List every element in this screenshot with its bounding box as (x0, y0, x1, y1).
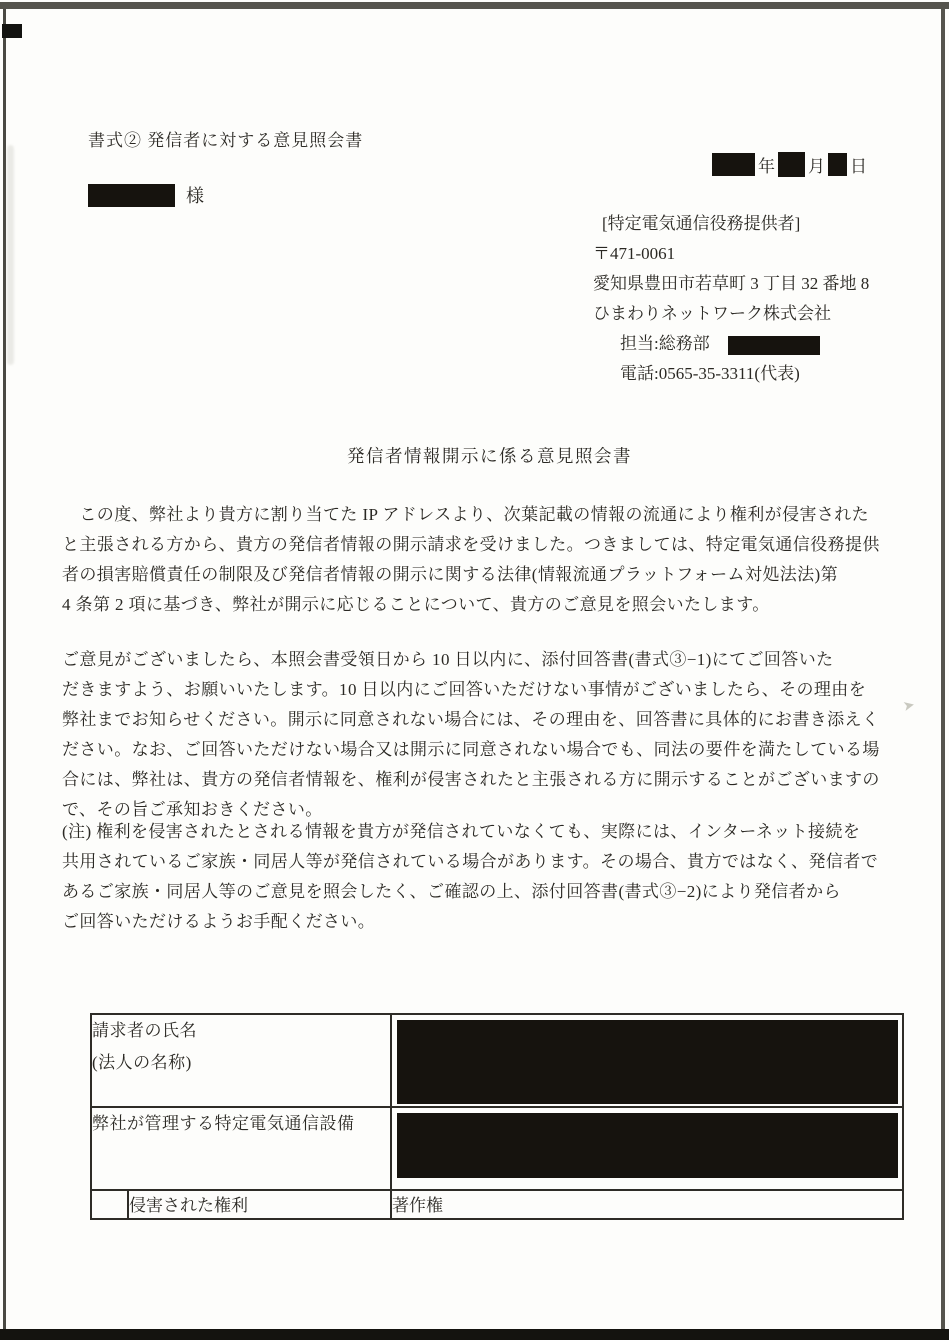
scan-corner-mark (2, 24, 22, 38)
form-number-label: 書式② 発信者に対する意見照会書 (88, 131, 364, 150)
redacted-facility (397, 1113, 898, 1178)
infringed-right-value: 著作権 (391, 1190, 903, 1219)
claimant-name-label-cell (91, 1014, 391, 1107)
sender-address: 愛知県豊田市若草町 3 丁目 32 番地 8 (593, 274, 870, 293)
paragraph-line: ご回答いただけるようお手配ください。 (62, 912, 376, 931)
redacted-month (778, 152, 805, 177)
facility-label-cell (91, 1107, 391, 1190)
claimant-corp-label: (法人の名称) (92, 1053, 192, 1072)
paragraph-line: だきますよう、お願いいたします。10 日以内にご回答いただけない事情がございましたら、その理由を (62, 680, 867, 699)
paragraph-request-intro (62, 500, 898, 620)
paragraph-line: と主張される方から、貴方の発信者情報の開示請求を受けました。つきましては、特定電気通信役務提供 (62, 535, 880, 554)
redacted-year (712, 153, 755, 176)
request-info-table (90, 1013, 904, 1220)
paragraph-note (62, 817, 898, 937)
sender-company-name: ひまわりネットワーク株式会社 (593, 304, 831, 323)
sender-phone: 電話:0565-35-3311(代表) (620, 364, 800, 383)
claimant-name-value-cell (391, 1014, 903, 1107)
table-row-facility (91, 1107, 903, 1190)
table-row-infringed-right (91, 1190, 903, 1219)
sender-block (593, 209, 869, 389)
paragraph-line: 共用されているご家族・同居人等が発信されている場合があります。その場合、貴方ではなく、発信者で (62, 852, 879, 871)
scan-border-bottom (0, 1329, 949, 1340)
redacted-contact-person (728, 336, 820, 355)
facility-value-cell (391, 1107, 903, 1190)
paragraph-line: あるご家族・同居人等のご意見を照会したく、ご確認の上、添付回答書(書式③−2)により発信者から (62, 882, 841, 901)
date-line (709, 152, 867, 177)
redacted-day (828, 153, 847, 176)
scan-smudge (7, 145, 14, 365)
recipient-honorific: 様 (186, 186, 204, 206)
sender-contact-line (593, 329, 869, 359)
scan-border-top (0, 2, 949, 9)
recipient-line (88, 182, 204, 208)
scan-border-right (941, 9, 945, 1330)
paragraph-line: で、その旨ご承知おきください。 (62, 800, 323, 819)
paragraph-line: 者の損害賠償責任の制限及び発信者情報の開示に関する法律(情報流通プラットフォーム対処法法)第 (62, 565, 839, 584)
paragraph-line: 4 条第 2 項に基づき、弊社が開示に応じることについて、貴方のご意見を照会いたします。 (62, 595, 770, 614)
sender-contact-label: 担当:総務部 (620, 334, 710, 353)
scan-border-left (3, 9, 6, 1330)
document-title: 発信者情報開示に係る意見照会書 (347, 446, 632, 466)
paragraph-line: ご意見がございましたら、本照会書受領日から 10 日以内に、添付回答書(書式③−1)にてご回答いた (62, 650, 834, 669)
paragraph-line: (注) 権利を侵害されたとされる情報を貴方が発信されていなくても、実際には、インターネット接続を (62, 822, 861, 841)
sender-role: [特定電気通信役務提供者] (602, 214, 801, 233)
paragraph-line: 弊社までお知らせください。開示に同意されない場合には、その理由を、回答書に具体的にお書き添えく (62, 710, 880, 729)
paragraph-reply-instructions (62, 645, 898, 825)
paragraph-line: ださい。なお、ご回答いただけない場合又は開示に同意されない場合でも、同法の要件を満たしている場 (62, 740, 880, 759)
facility-label: 弊社が管理する特定電気通信設備 (92, 1114, 355, 1133)
table-row-claimant (91, 1014, 903, 1107)
paragraph-line: 合には、弊社は、貴方の発信者情報を、権利が侵害されたと主張される方に開示することがございますの (62, 770, 880, 789)
paragraph-line: この度、弊社より貴方に割り当てた IP アドレスより、次葉記載の情報の流通により権利が侵害された (62, 505, 870, 524)
month-unit-label: 月 (808, 157, 825, 176)
claimant-name-label: 請求者の氏名 (92, 1021, 197, 1040)
redacted-recipient-name (88, 184, 175, 207)
year-unit-label: 年 (758, 157, 775, 176)
day-unit-label: 日 (850, 157, 867, 176)
redacted-claimant-name (397, 1020, 898, 1104)
sender-postal-code: 〒471-0061 (593, 244, 676, 263)
scan-artifact-arrow-icon: ➤ (901, 696, 917, 716)
infringed-right-label: 侵害された権利 (128, 1190, 391, 1219)
row-number-cell (91, 1190, 128, 1219)
